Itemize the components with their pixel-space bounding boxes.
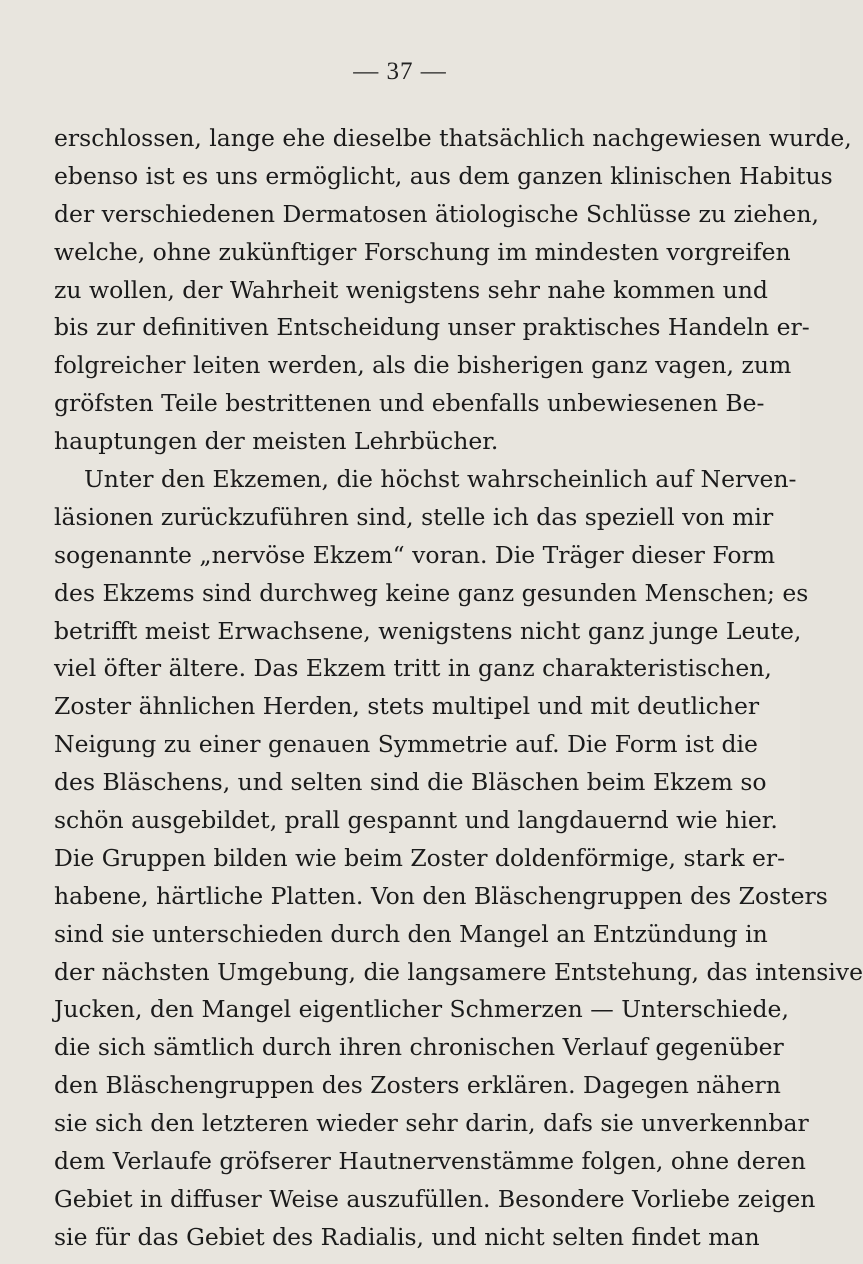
text-line: welche, ohne zukünftiger Forschung im mindesten vorgreifen [54, 237, 791, 266]
text-line: läsionen zurückzuführen sind, stelle ich das speziell von mir [54, 502, 774, 531]
text-line: habene, härtliche Platten. Von den Bläschengruppen des Zosters [54, 881, 828, 910]
text-line: die sich sämtlich durch ihren chronischen Verlauf gegenüber [54, 1033, 784, 1062]
text-line: sind sie unterschieden durch den Mangel an Entzündung in [54, 919, 768, 948]
text-line: schön ausgebildet, prall gespannt und langdauernd wie hier. [54, 806, 778, 835]
text-line: bis zur definitiven Entscheidung unser praktisches Handeln er- [54, 313, 810, 342]
text-line: viel öfter ältere. Das Ekzem tritt in ganz charakteristischen, [54, 654, 772, 683]
paragraph-end-line: hauptungen der meisten Lehrbücher. [54, 427, 499, 456]
text-line: der verschiedenen Dermatosen ätiologische Schlüsse zu ziehen, [54, 199, 819, 228]
text-line: Gebiet in diffuser Weise auszufüllen. Besondere Vorliebe zeigen [54, 1184, 816, 1213]
body-text [54, 120, 863, 1257]
text-line: des Bläschens, und selten sind die Bläschen beim Ekzem so [54, 768, 767, 797]
text-line: gröfsten Teile bestrittenen und ebenfalls unbewiesenen Be- [54, 389, 765, 418]
text-line: ebenso ist es uns ermöglicht, aus dem ganzen klinischen Habitus [54, 161, 833, 190]
text-line: sogenannte „nervöse Ekzem“ voran. Die Träger dieser Form [54, 540, 776, 569]
text-line: Die Gruppen bilden wie beim Zoster doldenförmige, stark er- [54, 843, 786, 872]
text-line: zu wollen, der Wahrheit wenigstens sehr nahe kommen und [54, 275, 768, 304]
text-line: erschlossen, lange ehe dieselbe thatsächlich nachgewiesen wurde, [54, 124, 852, 152]
text-line: Neigung zu einer genauen Symmetrie auf. Die Form ist die [54, 730, 758, 759]
text-line: betrifft meist Erwachsene, wenigstens nicht ganz junge Leute, [54, 616, 802, 645]
text-line: der nächsten Umgebung, die langsamere Entstehung, das intensive [54, 957, 863, 986]
page-number: — 37 — [353, 58, 447, 85]
text-line: sie für das Gebiet des Radialis, und nicht selten findet man [54, 1222, 760, 1251]
text-line: dem Verlaufe gröfserer Hautnervenstämme folgen, ohne deren [54, 1147, 806, 1176]
text-line: folgreicher leiten werden, als die bisherigen ganz vagen, zum [54, 351, 792, 380]
text-line: Jucken, den Mangel eigentlicher Schmerzen — Unterschiede, [54, 995, 789, 1024]
paragraph-start-line: Unter den Ekzemen, die höchst wahrscheinlich auf Nerven- [84, 465, 797, 494]
text-line: des Ekzems sind durchweg keine ganz gesunden Menschen; es [54, 578, 809, 607]
text-line: sie sich den letzteren wieder sehr darin, dafs sie unverkennbar [54, 1109, 809, 1138]
text-line: Zoster ähnlichen Herden, stets multipel und mit deutlicher [54, 692, 760, 721]
text-line: den Bläschengruppen des Zosters erklären. Dagegen nähern [54, 1071, 781, 1100]
